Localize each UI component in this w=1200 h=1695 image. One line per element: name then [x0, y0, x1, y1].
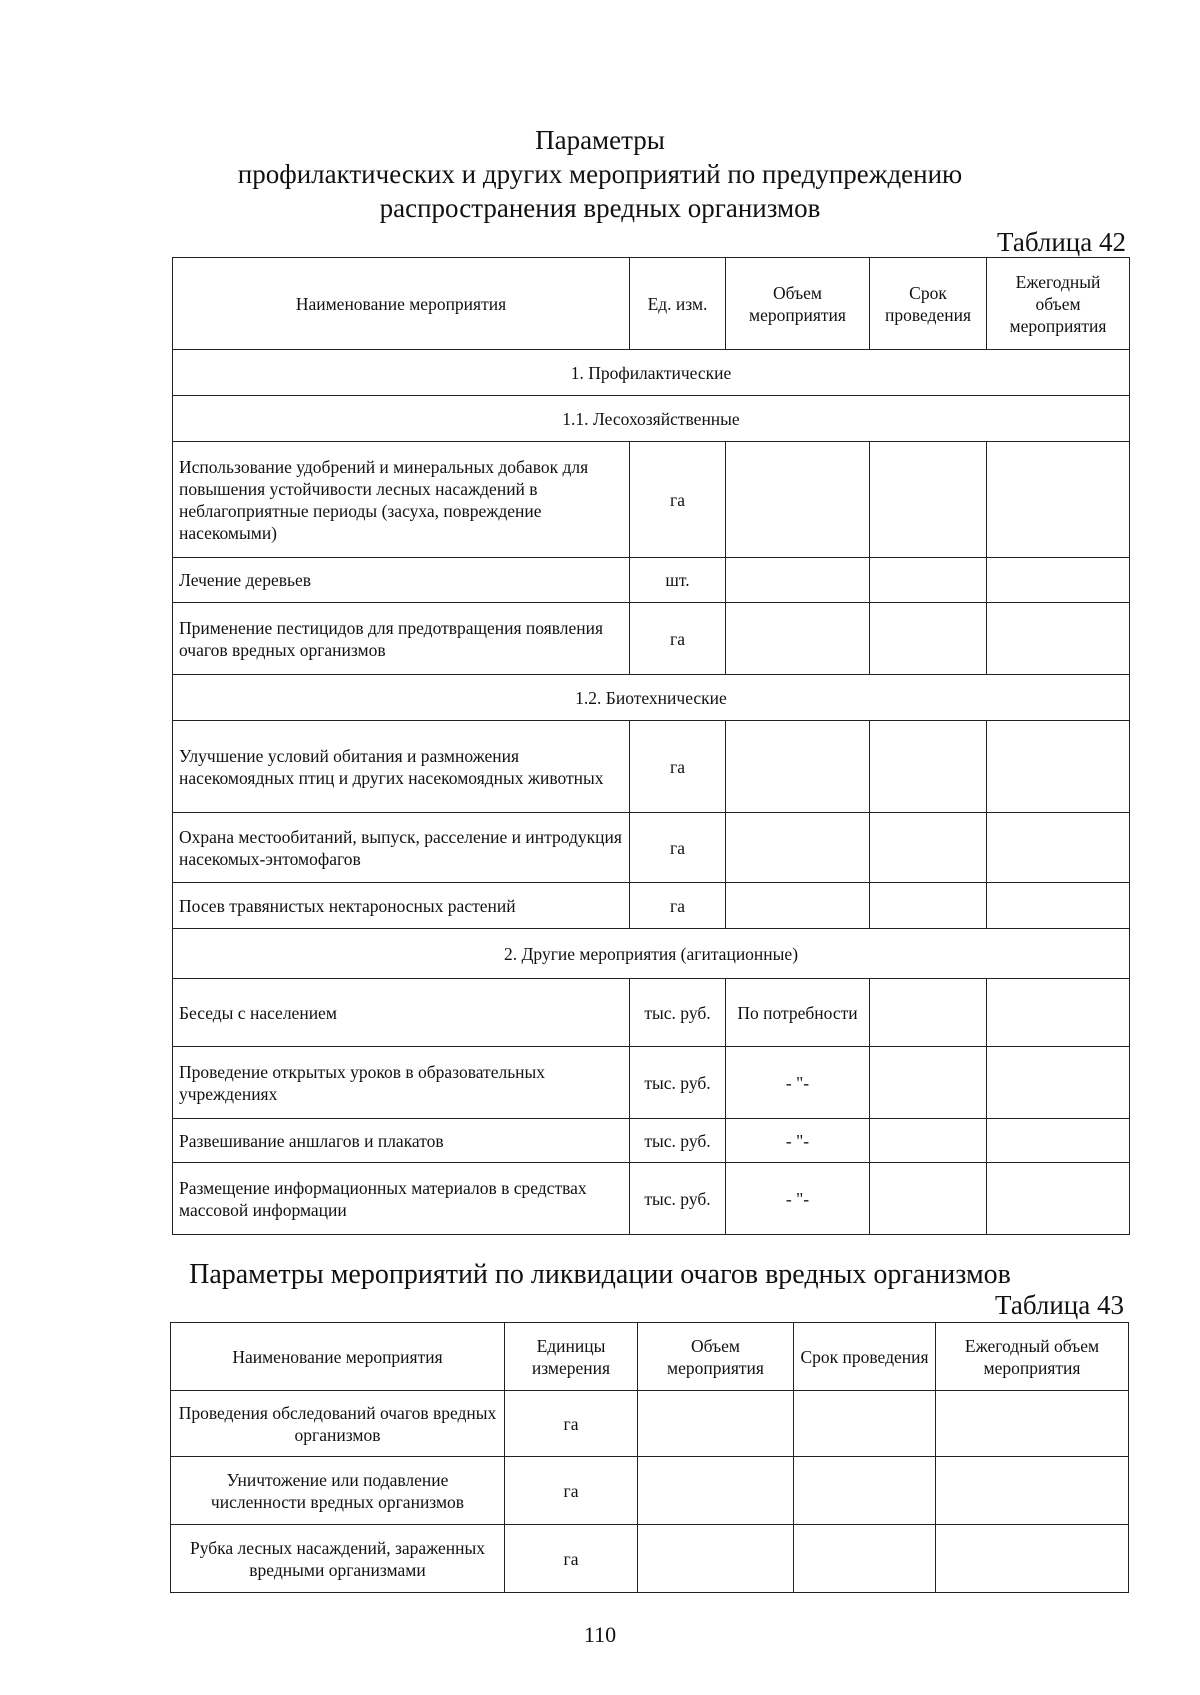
header-cell: Наименование мероприятия	[173, 258, 630, 350]
volume-cell: - "-	[726, 1119, 870, 1163]
table-row	[173, 979, 1130, 1047]
doc-title-line-2: профилактических и других мероприятий по предупреждению	[237, 159, 963, 189]
table-row	[173, 1163, 1130, 1235]
term-cell	[794, 1457, 936, 1525]
volume-cell	[726, 558, 870, 603]
term-cell	[870, 558, 987, 603]
header-cell: Ежегодный объем мероприятия	[936, 1323, 1129, 1391]
activity-name-cell: Улучшение условий обитания и размножения насекомоядных птиц и других насекомоядных животных	[173, 721, 630, 813]
annual-volume-cell	[936, 1457, 1129, 1525]
table-row	[173, 603, 1130, 675]
section-row	[173, 350, 1130, 396]
activity-name-cell: Размещение информационных материалов в средствах массовой информации	[173, 1163, 630, 1235]
term-cell	[870, 1119, 987, 1163]
annual-volume-cell	[987, 1047, 1130, 1119]
annual-volume-cell	[987, 442, 1130, 558]
unit-cell: тыс. руб.	[630, 1119, 726, 1163]
table-42	[172, 257, 1130, 1235]
section-heading: 2. Другие мероприятия (агитационные)	[173, 929, 1130, 979]
unit-cell: тыс. руб.	[630, 979, 726, 1047]
term-cell	[870, 603, 987, 675]
annual-volume-cell	[987, 883, 1130, 929]
volume-cell	[726, 442, 870, 558]
activity-name-cell: Охрана местообитаний, выпуск, расселение и интродукция насекомых-энтомофагов	[173, 813, 630, 883]
doc-title-line-3: распространения вредных организмов	[379, 193, 821, 223]
header-cell: Единицы измерения	[505, 1323, 638, 1391]
term-cell	[794, 1391, 936, 1457]
annual-volume-cell	[987, 979, 1130, 1047]
doc-title-line-1: Параметры	[535, 125, 665, 155]
activity-name-cell: Использование удобрений и минеральных добавок для повышения устойчивости лесных насаждений в неблагоприятные периоды (засуха, повреждение насекомыми)	[173, 442, 630, 558]
activity-name-cell: Рубка лесных насаждений, зараженных вредными организмами	[171, 1525, 505, 1593]
unit-cell: тыс. руб.	[630, 1163, 726, 1235]
volume-cell	[638, 1391, 794, 1457]
unit-cell: га	[630, 442, 726, 558]
term-cell	[870, 721, 987, 813]
volume-cell: - "-	[726, 1163, 870, 1235]
header-cell: Ед. изм.	[630, 258, 726, 350]
term-cell	[870, 883, 987, 929]
term-cell	[870, 979, 987, 1047]
table-row	[171, 1525, 1129, 1593]
annual-volume-cell	[987, 603, 1130, 675]
unit-cell: га	[630, 813, 726, 883]
activity-name-cell: Беседы с населением	[173, 979, 630, 1047]
section-heading: 1.2. Биотехнические	[173, 675, 1130, 721]
header-cell: Ежегодный объем мероприятия	[987, 258, 1130, 350]
table-row	[173, 442, 1130, 558]
header-cell: Объем мероприятия	[726, 258, 870, 350]
term-cell	[870, 1163, 987, 1235]
header-cell: Срок проведения	[794, 1323, 936, 1391]
unit-cell: га	[505, 1457, 638, 1525]
section-row	[173, 396, 1130, 442]
annual-volume-cell	[987, 1163, 1130, 1235]
table-row	[173, 721, 1130, 813]
section-heading: 1.1. Лесохозяйственные	[173, 396, 1130, 442]
header-cell: Объем мероприятия	[638, 1323, 794, 1391]
section-heading: 1. Профилактические	[173, 350, 1130, 396]
unit-cell: шт.	[630, 558, 726, 603]
term-cell	[870, 442, 987, 558]
doc-title-2: Параметры мероприятий по ликвидации очагов вредных организмов	[189, 1259, 1011, 1290]
table-header-row	[173, 258, 1130, 350]
term-cell	[794, 1525, 936, 1593]
unit-cell: га	[630, 883, 726, 929]
table42-label: Таблица 42	[997, 227, 1126, 257]
unit-cell: га	[630, 603, 726, 675]
annual-volume-cell	[987, 813, 1130, 883]
table43-label: Таблица 43	[995, 1290, 1124, 1320]
activity-name-cell: Проведения обследований очагов вредных организмов	[171, 1391, 505, 1457]
annual-volume-cell	[987, 558, 1130, 603]
section-row	[173, 675, 1130, 721]
volume-cell	[726, 813, 870, 883]
volume-cell	[726, 721, 870, 813]
unit-cell: га	[505, 1525, 638, 1593]
table-row	[173, 813, 1130, 883]
volume-cell: - "-	[726, 1047, 870, 1119]
activity-name-cell: Уничтожение или подавление численности вредных организмов	[171, 1457, 505, 1525]
table-43	[170, 1322, 1129, 1593]
activity-name-cell: Проведение открытых уроков в образовательных учреждениях	[173, 1047, 630, 1119]
volume-cell	[638, 1525, 794, 1593]
section-row	[173, 929, 1130, 979]
header-cell: Наименование мероприятия	[171, 1323, 505, 1391]
annual-volume-cell	[936, 1391, 1129, 1457]
table-header-row	[171, 1323, 1129, 1391]
term-cell	[870, 813, 987, 883]
table-row	[173, 1047, 1130, 1119]
table-row	[171, 1457, 1129, 1525]
activity-name-cell: Развешивание аншлагов и плакатов	[173, 1119, 630, 1163]
activity-name-cell: Лечение деревьев	[173, 558, 630, 603]
unit-cell: га	[630, 721, 726, 813]
page-number: 110	[583, 1622, 617, 1647]
volume-cell: По потребности	[726, 979, 870, 1047]
header-cell: Срок проведения	[870, 258, 987, 350]
table-row	[171, 1391, 1129, 1457]
term-cell	[870, 1047, 987, 1119]
activity-name-cell: Посев травянистых нектароносных растений	[173, 883, 630, 929]
table-row	[173, 558, 1130, 603]
table-row	[173, 883, 1130, 929]
annual-volume-cell	[936, 1525, 1129, 1593]
unit-cell: тыс. руб.	[630, 1047, 726, 1119]
unit-cell: га	[505, 1391, 638, 1457]
table-row	[173, 1119, 1130, 1163]
volume-cell	[726, 603, 870, 675]
activity-name-cell: Применение пестицидов для предотвращения появления очагов вредных организмов	[173, 603, 630, 675]
annual-volume-cell	[987, 1119, 1130, 1163]
volume-cell	[638, 1457, 794, 1525]
annual-volume-cell	[987, 721, 1130, 813]
volume-cell	[726, 883, 870, 929]
